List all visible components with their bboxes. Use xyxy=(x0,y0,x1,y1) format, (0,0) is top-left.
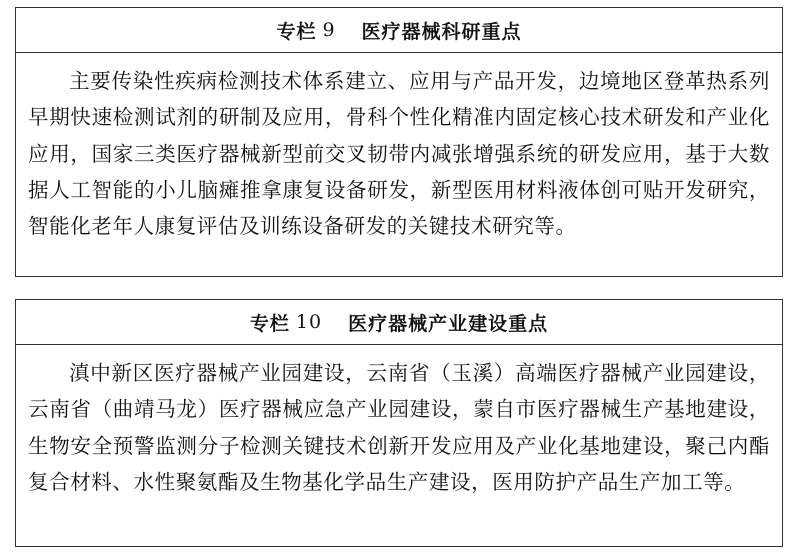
column-label: 专栏 xyxy=(249,312,290,335)
column-number: 9 xyxy=(322,19,336,41)
column-title: 医疗器械科研重点 xyxy=(361,20,522,43)
column-title-bar-10 xyxy=(16,300,782,345)
column-label: 专栏 xyxy=(276,20,317,43)
column-number: 10 xyxy=(295,311,323,333)
column-body-text: 滇中新区医疗器械产业园建设，云南省（玉溪）高端医疗器械产业园建设，云南省（曲靖马龙）医疗器械应急产业园建设，蒙自市医疗器械生产基地建设，生物安全预警监测分子检测关键技术创新开发应用及产业化基地建设，聚己内酯复合材料、水性聚氨酯及生物基化学品生产建设，医用防护产品生产加工等。 xyxy=(28,361,770,494)
column-box-10 xyxy=(15,299,783,547)
column-title-bar-9 xyxy=(16,8,782,53)
column-body-text: 主要传染性疾病检测技术体系建立、应用与产品开发，边境地区登革热系列早期快速检测试剂的研制及应用，骨科个性化精准内固定核心技术研发和产业化应用，国家三类医疗器械新型前交叉韧带内减张增强系统的研发应用，基于大数据人工智能的小儿脑瘫推拿康复设备研发，新型医用材料液体创可贴开发研究，智能化老年人康复评估及训练设备研发的关键技术研究等。 xyxy=(28,69,770,239)
column-title: 医疗器械产业建设重点 xyxy=(348,312,549,335)
column-box-9 xyxy=(15,7,783,277)
